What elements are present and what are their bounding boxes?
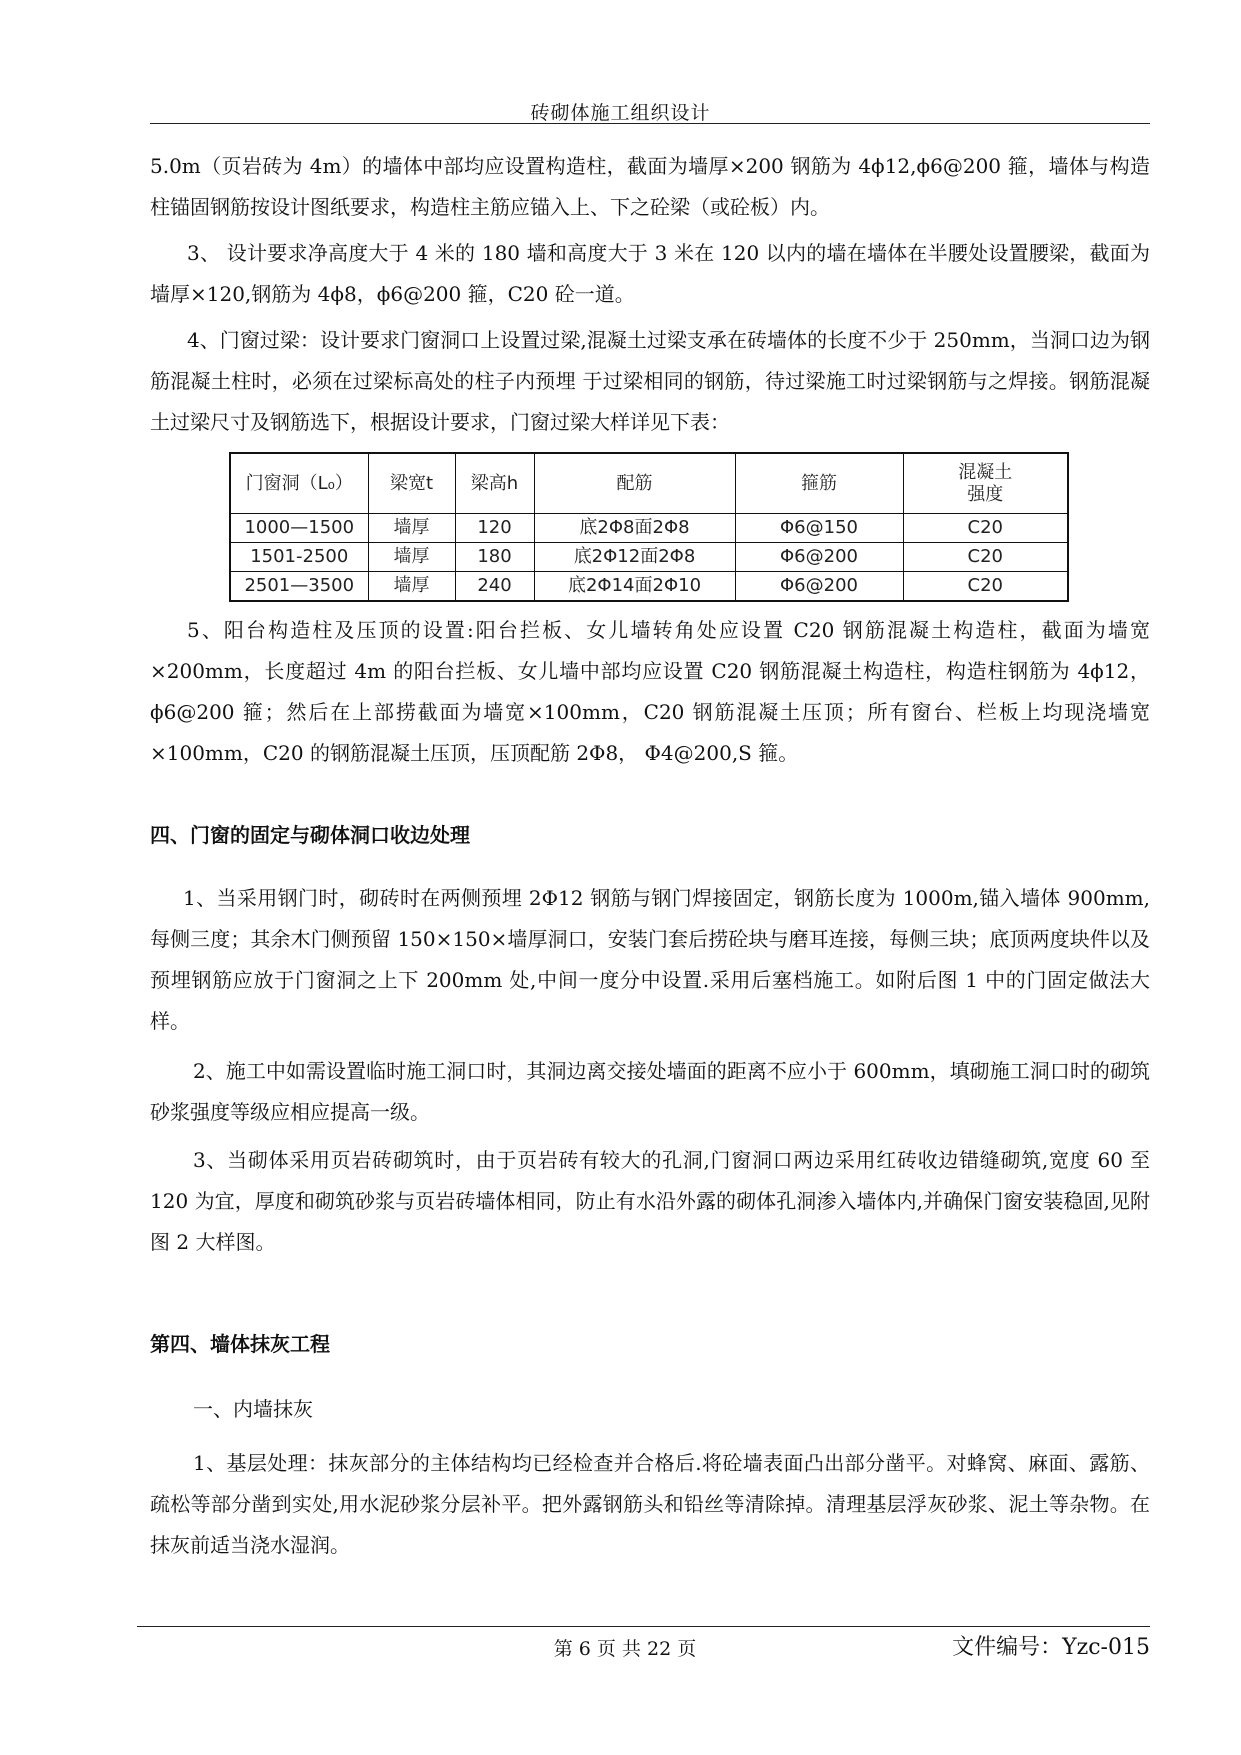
table-row	[230, 572, 1068, 602]
paragraph-temporary-opening: 2、施工中如需设置临时施工洞口时，其洞边离交接处墙面的距离不应小于 600mm，填砌施工洞口时的砌筑砂浆强度等级应相应提高一级。	[150, 1059, 1150, 1124]
paragraph-balcony-column: 5、阳台构造柱及压顶的设置:阳台拦板、女儿墙转角处应设置 C20 钢筋混凝土构造柱，截面为墙宽×200mm，长度超过 4m 的阳台拦板、女儿墙中部均应设置 C20 钢筋混凝土构造柱，构造柱钢筋为 4ϕ12，ϕ6@200 箍；然后在上部捞截面为墙宽×100mm，C20 钢筋混凝土压顶；所有窗台、栏板上均现浇墙宽×100mm，C20 的钢筋混凝土压顶，压顶配筋 2Φ8， Φ4@200,S 箍。	[150, 618, 1150, 765]
paragraph-lintel: 4、门窗过梁：设计要求门窗洞口上设置过梁,混凝土过梁支承在砖墙体的长度不少于 250mm，当洞口边为钢筋混凝土柱时，必须在过梁标高处的柱子内预埋 于过梁相同的钢筋，待过梁施工时过梁钢筋与之焊接。钢筋混凝土过梁尺寸及钢筋选下，根据设计要求，门窗过梁大样详见下表：	[150, 328, 1150, 434]
paragraph-shale-brick: 3、当砌体采用页岩砖砌筑时，由于页岩砖有较大的孔洞,门窗洞口两边采用红砖收边错缝砌筑,宽度 60 至 120 为宜，厚度和砌筑砂浆与页岩砖墙体相同，防止有水沿外露的砌体孔洞渗入墙体内,并确保门窗安装稳固,见附图 2 大样图。	[150, 1148, 1150, 1254]
table-cell: C20	[903, 543, 1068, 572]
table-cell: 墙厚	[368, 572, 455, 602]
table-header-cell: 梁高h	[455, 453, 534, 514]
paragraph-base-treatment: 1、基层处理：抹灰部分的主体结构均已经检查并合格后.将砼墙表面凸出部分凿平。对蜂窝、麻面、露筋、疏松等部分凿到实处,用水泥砂浆分层补平。把外露钢筋头和铅丝等清除掉。清理基层浮灰砂浆、泥土等杂物。在抹灰前适当浇水湿润。	[150, 1451, 1150, 1557]
table-cell: 240	[455, 572, 534, 602]
table-cell: 墙厚	[368, 514, 455, 543]
header-divider	[150, 123, 1150, 124]
table-cell: 1501-2500	[230, 543, 368, 572]
paragraph-steel-door: 1、当采用钢门时，砌砖时在两侧预埋 2Φ12 钢筋与钢门焊接固定，钢筋长度为 1000m,锚入墙体 900mm,每侧三度；其余木门侧预留 150×150×墙厚洞口，安装门套后捞砼块与磨耳连接，每侧三块；底顶两度块件以及预埋钢筋应放于门窗洞之上下 200mm 处,中间一度分中设置.采用后塞档施工。如附后图 1 中的门固定做法大样。	[150, 886, 1150, 1033]
subheading-interior-plaster: 一、内墙抹灰	[193, 1397, 313, 1421]
table-cell: 底2Φ8面2Φ8	[534, 514, 735, 543]
table-cell: 底2Φ14面2Φ10	[534, 572, 735, 602]
table-header-cell: 箍筋	[735, 453, 903, 514]
table-row	[230, 514, 1068, 543]
footer-divider	[137, 1626, 1150, 1627]
table-header-cell	[903, 453, 1068, 514]
page-number: 第 6 页 共 22 页	[553, 1638, 697, 1660]
paragraph-structural-column: 5.0m（页岩砖为 4m）的墙体中部均应设置构造柱，截面为墙厚×200 钢筋为 4ϕ12,ϕ6@200 箍，墙体与构造柱锚固钢筋按设计图纸要求，构造柱主筋应锚入上、下之砼梁（或砼板）内。	[150, 154, 1150, 219]
table-header-row	[230, 453, 1068, 514]
table-cell: 2501—3500	[230, 572, 368, 602]
table-cell: 120	[455, 514, 534, 543]
document-number: 文件编号：Yzc-015	[952, 1635, 1150, 1660]
table-cell: Φ6@150	[735, 514, 903, 543]
table-row	[230, 543, 1068, 572]
table-cell: 1000—1500	[230, 514, 368, 543]
table-cell: C20	[903, 514, 1068, 543]
paragraph-waist-beam: 3、 设计要求净高度大于 4 米的 180 墙和高度大于 3 米在 120 以内的墙在墙体在半腰处设置腰梁，截面为墙厚×120,钢筋为 4ϕ8，ϕ6@200 箍，C20 砼一道。	[150, 241, 1150, 306]
table-header-cell: 门窗洞（L₀）	[230, 453, 368, 514]
section-heading-plastering: 第四、墙体抹灰工程	[150, 1332, 330, 1356]
table-cell: 墙厚	[368, 543, 455, 572]
lintel-table	[229, 452, 1069, 602]
table-cell: C20	[903, 572, 1068, 602]
table-header-line: 混凝土	[958, 461, 1013, 483]
table-cell: Φ6@200	[735, 543, 903, 572]
table-cell: 180	[455, 543, 534, 572]
table-cell: 底2Φ12面2Φ8	[534, 543, 735, 572]
page-header-title: 砖砌体施工组织设计	[530, 102, 711, 124]
table-header-cell: 配筋	[534, 453, 735, 514]
table-cell: Φ6@200	[735, 572, 903, 602]
section-heading-door-window: 四、门窗的固定与砌体洞口收边处理	[150, 823, 470, 847]
table-header-line: 强度	[967, 483, 1004, 505]
table-header-cell: 梁宽t	[368, 453, 455, 514]
